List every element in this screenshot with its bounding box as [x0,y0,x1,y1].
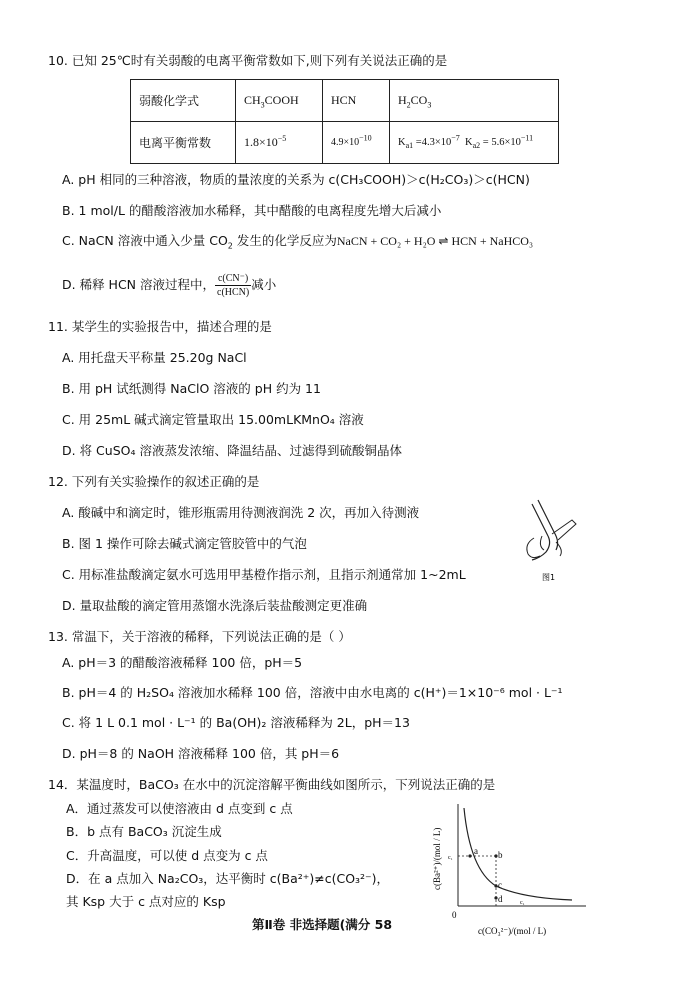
q11-option-c: C. 用 25mL 碱式滴定管量取出 15.00mLKMnO₄ 溶液 [62,412,364,427]
q14-option-d: D．在 a 点加入 Na₂CO₃，达平衡时 c(Ba²⁺)≠c(CO₃²⁻)， [66,871,390,886]
q12-stem: 12. 下列有关实验操作的叙述正确的是 [48,474,260,489]
graph-xlabel: c(CO₃²⁻)/(mol / L) [478,926,547,936]
q14-option-b: B．b 点有 BaCO₃ 沉淀生成 [66,824,222,839]
q13-option-b: B. pH＝4 的 H₂SO₄ 溶液加水稀释 100 倍，溶液中由水电离的 c(H⁺)＝1×10⁻⁶ mol · L⁻¹ [62,685,563,700]
tick-y-label: c₁ [448,855,453,861]
q14-stem: 14．某温度时，BaCO₃ 在水中的沉淀溶解平衡曲线如图所示，下列说法正确的是 [48,777,496,792]
table-k3: $K_{a1} =4.3\times 10^{-7}$ $K_{a2} = 5.6\times 10^{-11}$ [390,122,559,164]
table-acid3: $H_2CO_3$ [390,80,559,122]
tick-x-label: c₁ [520,900,525,906]
q12-option-b: B. 图 1 操作可除去碱式滴定管胶管中的气泡 [62,536,307,551]
q11-option-a: A. 用托盘天平称量 25.20g NaCl [62,350,247,365]
q10-option-c: C. NaCN 溶液中通入少量 $CO_2$ 发生的化学反应为NaCN + CO₂ + H₂O ⇌ HCN + NaHCO₃ [62,233,534,251]
burette-bubble-figure [518,494,580,584]
q13-option-a: A. pH＝3 的醋酸溶液稀释 100 倍，pH＝5 [62,655,303,670]
table-acid2: HCN [323,80,390,122]
q11-option-d: D. 将 CuSO₄ 溶液蒸发浓缩、降温结晶、过滤得到硫酸铜晶体 [62,443,402,458]
point-c-label: c [498,880,502,890]
q10-option-a: A. pH 相同的三种溶液，物质的量浓度的关系为 c(CH₃COOH)＞c(H₂CO₃)＞c(HCN) [62,172,530,187]
q12-option-a: A. 酸碱中和滴定时，锥形瓶需用待测液润洗 2 次，再加入待测液 [62,505,420,520]
equilibrium-curve [464,808,572,900]
q13-stem: 13. 常温下，关于溶液的稀释，下列说法正确的是（ ） [48,629,351,644]
q11-stem: 11. 某学生的实验报告中，描述合理的是 [48,319,272,334]
q12-option-c: C. 用标准盐酸滴定氨水可选用甲基橙作指示剂，且指示剂通常加 1~2mL [62,567,466,582]
figure1-label: 图1 [542,573,556,582]
point-a-label: a [474,846,478,856]
q11-option-b: B. 用 pH 试纸测得 NaClO 溶液的 pH 约为 11 [62,381,321,396]
q12-option-d: D. 量取盐酸的滴定管用蒸馏水洗涤后装盐酸测定更准确 [62,598,368,613]
table-acid1: $CH_3COOH$ [236,80,323,122]
q14-option-a: A．通过蒸发可以使溶液由 d 点变到 c 点 [66,801,293,816]
point-b-label: b [498,850,503,860]
origin-label: 0 [452,910,457,920]
point-d-label: d [498,894,503,904]
graph-ylabel: c(Ba²⁺)/(mol / L) [432,827,442,890]
q10-option-b: B. 1 mol/L 的醋酸溶液加水稀释，其中醋酸的电离程度先增大后减小 [62,203,442,218]
table-row1-head: 弱酸化学式 [131,80,236,122]
table-k2: $4.9\times 10^{-10}$ [323,122,390,164]
q10-option-d: D. 稀释 HCN 溶液过程中， $\frac{c(CN^-)}{\text{c(HCN)}}$ 减小 [62,273,277,298]
q13-option-c: C. 将 1 L 0.1 mol · L⁻¹ 的 Ba(OH)₂ 溶液稀释为 2L，pH＝13 [62,715,410,730]
q14-option-d-cont: 其 Ksp 大于 c 点对应的 Ksp [66,894,226,909]
section-footer: 第Ⅱ卷 非选择题(满分 58 [252,917,393,932]
solubility-curve-graph [422,800,592,942]
q10-stem: 10. 已知 25℃时有关弱酸的电离平衡常数如下,则下列有关说法正确的是 [48,53,448,68]
q14-option-c: C．升高温度，可以使 d 点变为 c 点 [66,848,268,863]
table-row2-head: 电离平衡常数 [131,122,236,164]
ratio-fraction: $\frac{c(CN^-)}{\text{c(HCN)}}$ [217,273,250,298]
q10-ka-table [130,79,559,164]
table-k1: $1.8\times 10^{-5}$ [236,122,323,164]
q13-option-d: D. pH＝8 的 NaOH 溶液稀释 100 倍，其 pH＝6 [62,746,340,761]
